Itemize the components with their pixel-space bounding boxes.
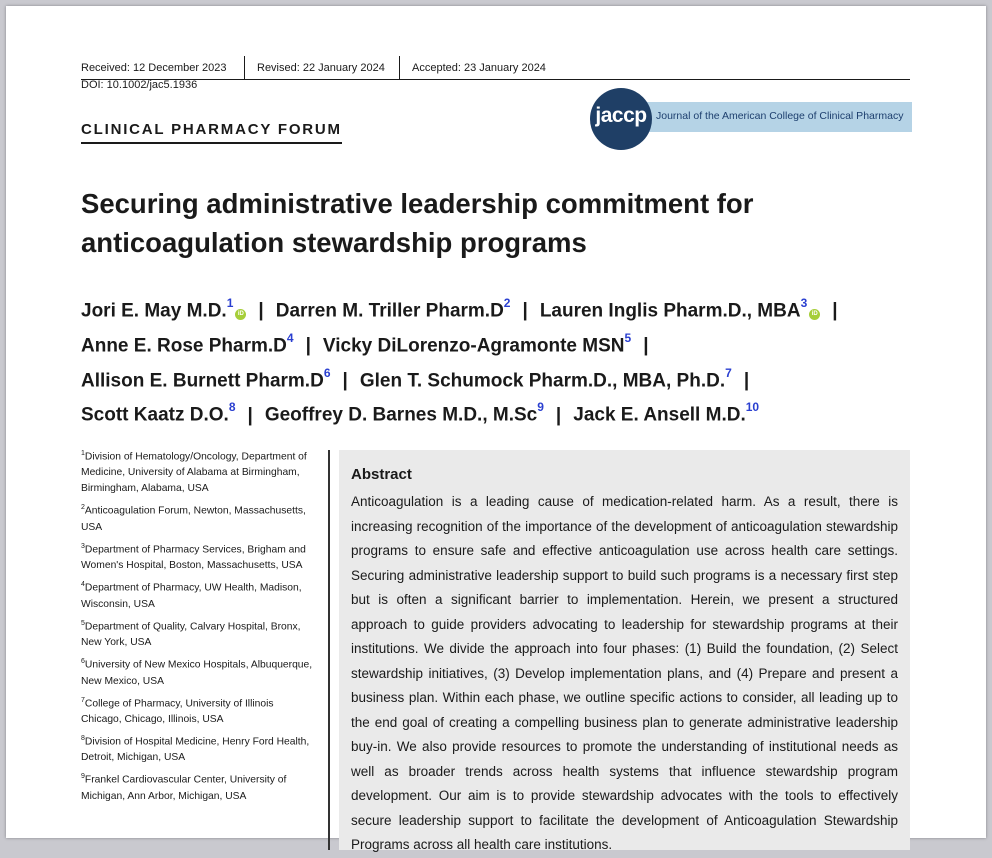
affiliations <box>81 446 313 808</box>
author-name: Anne E. Rose Pharm.D <box>81 335 287 357</box>
article-history <box>81 56 910 80</box>
author-affiliation-ref[interactable]: 6 <box>323 365 331 380</box>
divider <box>244 56 245 79</box>
affiliation: $^9$Frankel Cardiovascular Center, University of Michigan, Ann Arbor, Michigan, USA <box>81 773 287 802</box>
author-name: Lauren Inglis Pharm.D., MBA <box>539 300 801 322</box>
author-name: Scott Kaatz D.O. <box>81 404 229 426</box>
author-name: Geoffrey D. Barnes M.D., M.Sc <box>264 404 538 426</box>
author-name: Vicky DiLorenzo-Agramonte MSN <box>322 335 625 357</box>
affiliation: $^6$University of New Mexico Hospitals, Albuquerque, New Mexico, USA <box>81 658 313 687</box>
affiliation: $^3$Department of Pharmacy Services, Brigham and Women's Hospital, Boston, Massachusetts, USA <box>81 542 306 572</box>
orcid-icon[interactable]: iD <box>235 309 246 320</box>
orcid-icon[interactable]: iD <box>809 309 820 320</box>
author-affiliation-ref[interactable]: 2 <box>503 296 511 310</box>
author-name: Allison E. Burnett Pharm.D <box>81 369 324 391</box>
journal-logo <box>590 88 912 150</box>
article-page <box>6 6 986 852</box>
journal-logo-text: jaccp <box>595 104 647 127</box>
abstract-heading: Abstract <box>351 466 412 483</box>
author-affiliation-ref[interactable]: 7 <box>725 365 732 380</box>
affiliation: $^8$Division of Hospital Medicine, Henry Ford Health, Detroit, Michigan, USA <box>81 734 310 764</box>
section-label: CLINICAL PHARMACY FORUM <box>81 121 342 144</box>
author-affiliation-ref[interactable]: 9 <box>537 400 544 415</box>
author-name: Jack E. Ansell M.D. <box>573 404 746 426</box>
article-title: Securing administrative leadership commitment for anticoagulation stewardship programs <box>81 188 754 258</box>
received-date: Received: 12 December 2023 <box>81 62 227 74</box>
column-divider <box>328 450 330 850</box>
author-name: Jori E. May M.D. <box>81 300 227 322</box>
abstract-text: Anticoagulation is a leading cause of medication-related harm. As a result, there is increasing recognition of the importance of the development of anticoagulation stewardship programs to ensure safe and effective anticoagulation use across health care settings. Securing administrative leadership support to build such programs is a necessary first step but is often a significant barrier to implementation. Herein, we present a structured approach to guide providers advocating to leadership for stewardship programs at their institutions. We divide the approach into four phases: (1) Build the foundation, (2) Select stewardship initiatives, (3) Develop implementation plans, and (4) Prepare and present a business plan. Within each phase, we outline specific actions to consider, all leading up to the end goal of creating a compelling business plan to generate administrative leadership buy-in. We also provide resources to promote the understanding of institutional needs as well as broader trends across health systems that influence stewardship program development. Our aim is to provide stewardship advocates with the tools to effectively secure leadership support to facilitate the development of Anticoagulation Stewardship Programs across all health care institutions. <box>351 494 898 852</box>
author-list: Jori E. May M.D.$^1$iD | Darren M. Triller $Pharm.D^2$ | Lauren Inglis Pharm.D., MBA$^3$iD | Anne E. Rose $Pharm.D^4$ | Vicky DiLorenzo-Agramonte MSN$^5$ | Allison E. Burnett $Pharm.D^6$ | Glen T. Schumock Pharm.D., MBA, Ph.D.$^7$ | Scott Kaatz D.O.$^8$ | Geoffrey D. Barnes M.D., M.Sc$^9$ | Jack E. Ansell M.D.$^{10}$ <box>81 296 838 426</box>
author-affiliation-ref[interactable]: 4 <box>286 330 294 345</box>
author-affiliation-ref[interactable]: 3 <box>800 296 808 310</box>
author-affiliation-ref[interactable]: 1 <box>226 296 234 310</box>
accepted-date: Accepted: 23 January 2024 <box>412 62 546 74</box>
author-affiliation-ref[interactable]: 10 <box>745 400 760 415</box>
author-name: Darren M. Triller Pharm.D <box>275 300 504 322</box>
affiliation: $^2$Anticoagulation Forum, Newton, Massachusetts, USA <box>81 504 306 533</box>
revised-date: Revised: 22 January 2024 <box>257 62 385 74</box>
affiliation: $^7$College of Pharmacy, University of Illinois Chicago, Chicago, Illinois, USA <box>81 696 274 725</box>
affiliation: $^4$Department of Pharmacy, UW Health, Madison, Wisconsin, USA <box>81 581 302 610</box>
affiliation: $^1$Division of Hematology/Oncology, Department of Medicine, University of Alabama at Birmingham, Birmingham, Alabama, USA <box>81 450 307 495</box>
abstract-box <box>339 450 910 850</box>
doi[interactable]: DOI: 10.1002/jac5.1936 <box>81 79 198 91</box>
journal-name: Journal of the American College of Clinical Pharmacy <box>656 110 904 122</box>
author-affiliation-ref[interactable]: 8 <box>228 400 236 415</box>
author-name: Glen T. Schumock Pharm.D., MBA, Ph.D. <box>359 369 726 391</box>
author-affiliation-ref[interactable]: 5 <box>624 330 632 345</box>
affiliation: $^5$Department of Quality, Calvary Hospital, Bronx, New York, USA <box>81 619 301 649</box>
divider <box>399 56 400 79</box>
